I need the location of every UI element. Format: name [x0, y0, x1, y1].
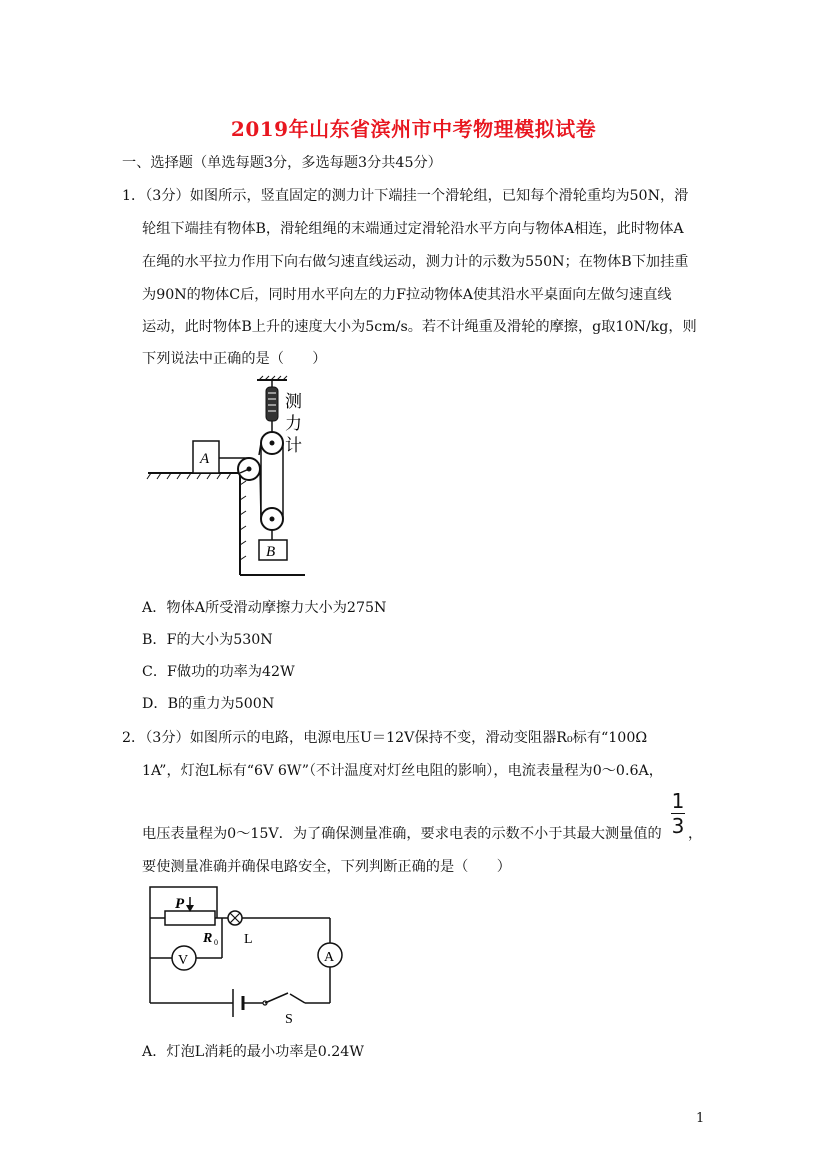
q1-option-c: C．F做功的功率为42W: [142, 664, 295, 680]
fraction-denominator: 3: [671, 814, 685, 838]
section-heading: 一、选择题（单选每题3分，多选每题3分共45分）: [122, 155, 442, 171]
lamp-l-label: L: [244, 932, 253, 947]
q1-line-2: 轮组下端挂有物体B，滑轮组绳的末端通过定滑轮沿水平方向与物体A相连，此时物体A: [142, 221, 684, 237]
q2-comma: ，: [688, 826, 703, 842]
q1-pulley-figure: [145, 375, 325, 580]
rheostat-r-subscript: 0: [214, 938, 218, 947]
q1-option-b: B．F的大小为530N: [142, 632, 273, 648]
meter-label-1: 测: [285, 392, 302, 411]
q2-line-1: 2．（3分）如图所示的电路，电源电压U＝12V保持不变，滑动变阻器R₀标有“100Ω: [122, 730, 648, 746]
q1-line-6: 下列说法中正确的是（ ）: [142, 351, 327, 367]
meter-label-2: 力: [285, 414, 302, 433]
q2-line-2: 1A”，灯泡L标有“6V 6W”（不计温度对灯丝电阻的影响），电流表量程为0～0.6A，: [142, 763, 663, 779]
object-a-label: A: [200, 451, 210, 467]
q2-option-a: A．灯泡L消耗的最小功率是0.24W: [142, 1044, 364, 1060]
document-title: 2019年山东省滨州市中考物理模拟试卷: [230, 117, 597, 141]
q1-line-1: 1．（3分）如图所示，竖直固定的测力计下端挂一个滑轮组，已知每个滑轮重均为50N，滑: [122, 188, 689, 204]
q2-line-4: 要使测量准确并确保电路安全，下列判断正确的是（ ）: [142, 859, 511, 875]
q2-line-3: 电压表量程为0～15V．为了确保测量准确，要求电表的示数不小于其最大测量值的: [142, 826, 662, 842]
q1-option-a: A．物体A所受滑动摩擦力大小为275N: [142, 600, 387, 616]
fraction-one-third: [668, 790, 688, 837]
rheostat-r-label: R: [203, 931, 213, 946]
q1-line-5: 运动，此时物体B上升的速度大小为5cm/s。若不计绳重及滑轮的摩擦，g取10N/kg，则: [142, 319, 697, 335]
switch-s-label: S: [285, 1012, 293, 1025]
fraction-numerator: 1: [671, 789, 685, 813]
q1-line-3: 在绳的水平拉力作用下向右做匀速直线运动，测力计的示数为550N；在物体B下加挂重: [142, 254, 689, 270]
q1-option-d: D．B的重力为500N: [142, 696, 275, 712]
q2-circuit-figure: [145, 885, 355, 1025]
ammeter-label: A: [324, 950, 335, 965]
voltmeter-label: V: [178, 953, 189, 968]
slider-p-label: P: [175, 896, 185, 912]
page-number: 1: [696, 1111, 705, 1126]
q1-line-4: 为90N的物体C后，同时用水平向左的力F拉动物体A使其沿水平桌面向左做匀速直线: [142, 287, 672, 303]
object-b-label: B: [266, 544, 276, 560]
meter-label-3: 计: [285, 436, 302, 455]
